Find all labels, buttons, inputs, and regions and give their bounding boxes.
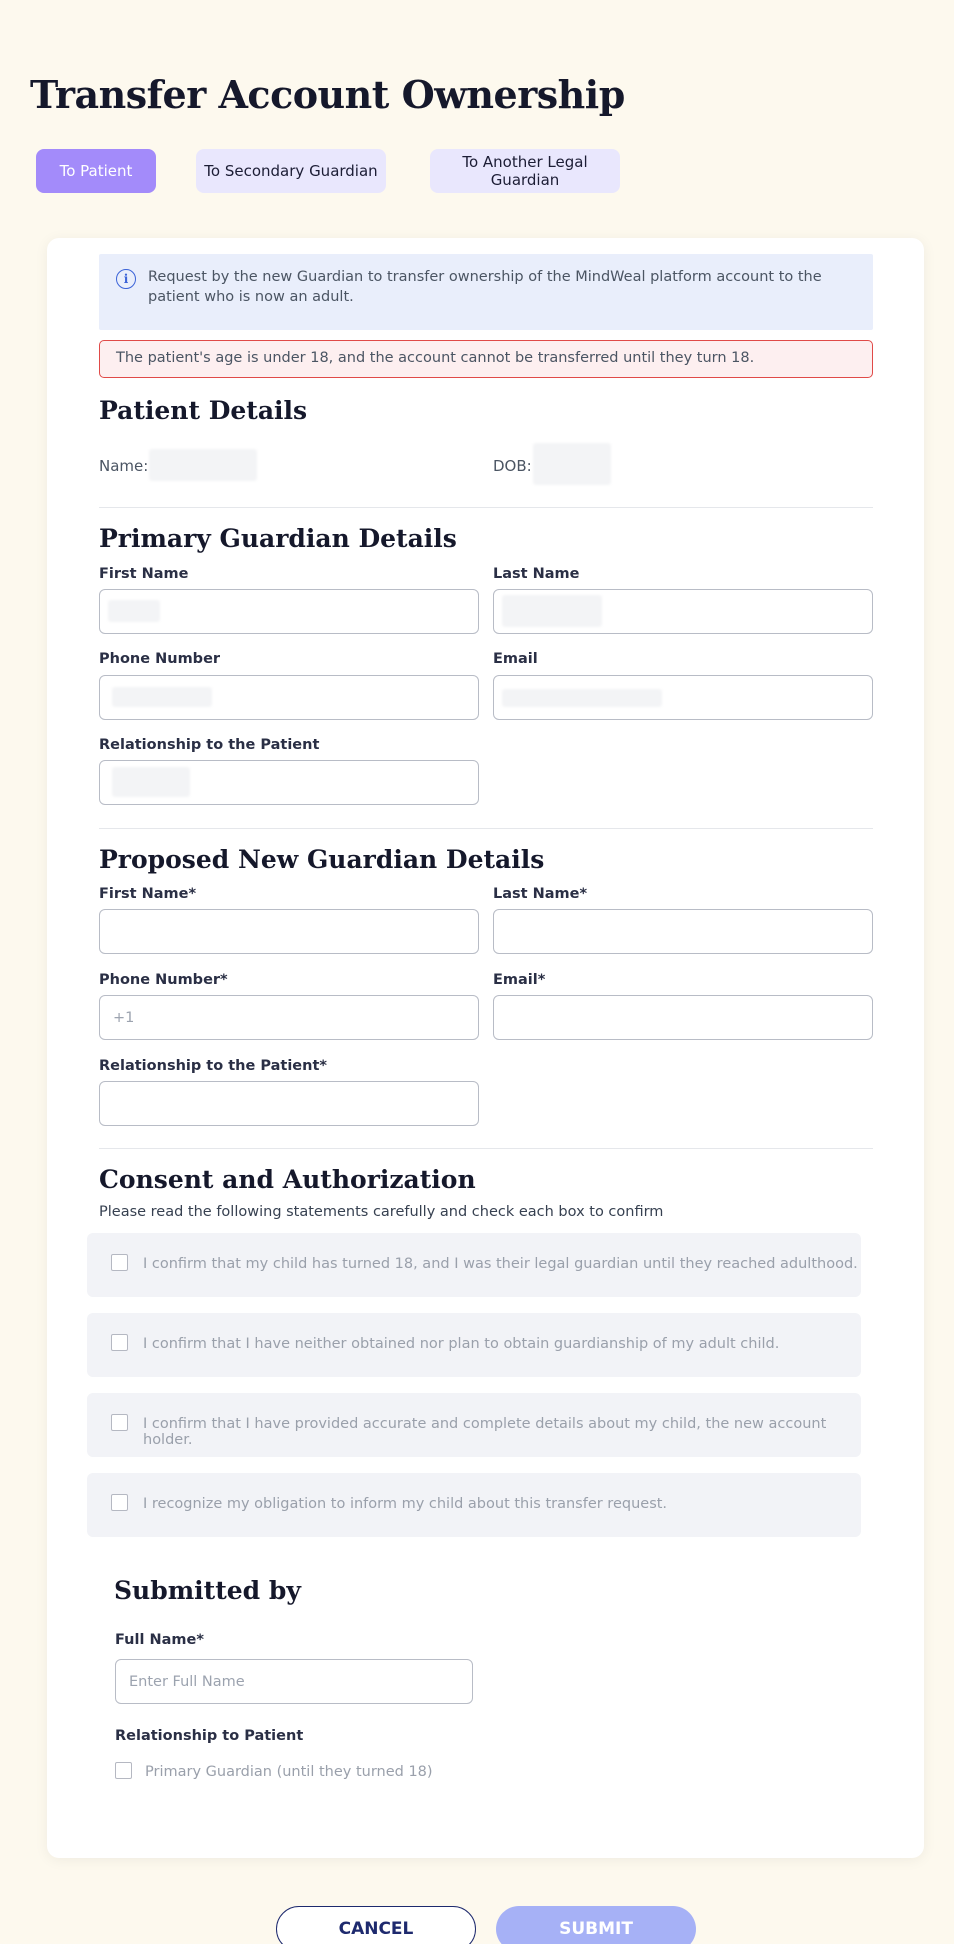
consent-checkbox[interactable] [111, 1334, 128, 1351]
new-first-name-label: First Name* [99, 886, 197, 902]
new-phone-label: Phone Number* [99, 972, 228, 988]
consent-item[interactable] [87, 1233, 861, 1297]
submit-button[interactable]: SUBMIT [496, 1906, 696, 1944]
primary-email-value [502, 689, 662, 707]
consent-text: I confirm that I have provided accurate and complete details about my child, the new account holder. [143, 1416, 827, 1448]
new-first-name-input[interactable] [99, 909, 479, 954]
primary-phone-label: Phone Number [99, 651, 221, 667]
primary-relationship-label: Relationship to the Patient [99, 737, 320, 753]
patient-dob-label: DOB: [493, 457, 532, 475]
new-email-input[interactable] [493, 995, 873, 1040]
info-circle-icon: i [116, 269, 136, 289]
new-last-name-label: Last Name* [493, 886, 588, 902]
consent-intro: Please read the following statements carefully and check each box to confirm [99, 1204, 664, 1220]
consent-checkbox[interactable] [111, 1254, 128, 1271]
full-name-label: Full Name* [115, 1632, 204, 1648]
consent-text: I recognize my obligation to inform my child about this transfer request. [143, 1496, 668, 1512]
primary-phone-field [99, 675, 479, 720]
primary-guardian-title: Primary Guardian Details [99, 524, 457, 553]
relationship-to-patient-label: Relationship to Patient [115, 1728, 304, 1744]
primary-phone-value [112, 687, 212, 707]
primary-first-name-field [99, 589, 479, 634]
new-last-name-input[interactable] [493, 909, 873, 954]
transfer-form-card [47, 238, 924, 1858]
consent-text: I confirm that my child has turned 18, and I was their legal guardian until they reached adulthood. [143, 1256, 858, 1272]
new-phone-input[interactable] [99, 995, 479, 1040]
tab-to-secondary-guardian[interactable]: To Secondary Guardian [196, 149, 386, 193]
tab-to-patient[interactable]: To Patient [36, 149, 156, 193]
consent-item[interactable] [87, 1473, 861, 1537]
consent-item[interactable] [87, 1393, 861, 1457]
transfer-tabs [36, 149, 936, 193]
primary-relationship-field [99, 760, 479, 805]
submitted-by-title: Submitted by [114, 1576, 301, 1605]
primary-first-name-value [108, 600, 160, 622]
primary-guardian-checkbox[interactable] [115, 1762, 132, 1779]
divider [99, 828, 873, 829]
cancel-button[interactable]: CANCEL [276, 1906, 476, 1944]
age-error-banner: The patient's age is under 18, and the account cannot be transferred until they turn 18. [99, 340, 873, 378]
tab-to-another-legal-guardian[interactable]: To Another Legal Guardian [430, 149, 620, 193]
patient-name-value [149, 449, 257, 481]
consent-checkbox[interactable] [111, 1494, 128, 1511]
page-title: Transfer Account Ownership [30, 72, 625, 117]
primary-email-label: Email [493, 651, 538, 667]
new-relationship-label: Relationship to the Patient* [99, 1058, 327, 1074]
new-guardian-title: Proposed New Guardian Details [99, 845, 545, 874]
primary-email-field [493, 675, 873, 720]
new-relationship-input[interactable] [99, 1081, 479, 1126]
primary-last-name-value [502, 595, 602, 627]
patient-name-label: Name: [99, 457, 149, 475]
primary-last-name-label: Last Name [493, 566, 580, 582]
primary-guardian-option-label: Primary Guardian (until they turned 18) [145, 1764, 433, 1780]
consent-text: I confirm that I have neither obtained nor plan to obtain guardianship of my adult child. [143, 1336, 780, 1352]
consent-title: Consent and Authorization [99, 1165, 476, 1194]
patient-details-title: Patient Details [99, 396, 308, 425]
info-banner [99, 254, 873, 330]
new-email-label: Email* [493, 972, 546, 988]
consent-checkbox[interactable] [111, 1414, 128, 1431]
divider [99, 1148, 873, 1149]
primary-last-name-field [493, 589, 873, 634]
info-text: Request by the new Guardian to transfer ownership of the MindWeal platform account to the patient who is now an adult. [148, 269, 822, 305]
consent-item[interactable] [87, 1313, 861, 1377]
divider [99, 507, 873, 508]
full-name-input[interactable] [115, 1659, 473, 1704]
primary-relationship-value [112, 767, 190, 797]
patient-dob-value [533, 443, 611, 485]
primary-first-name-label: First Name [99, 566, 189, 582]
